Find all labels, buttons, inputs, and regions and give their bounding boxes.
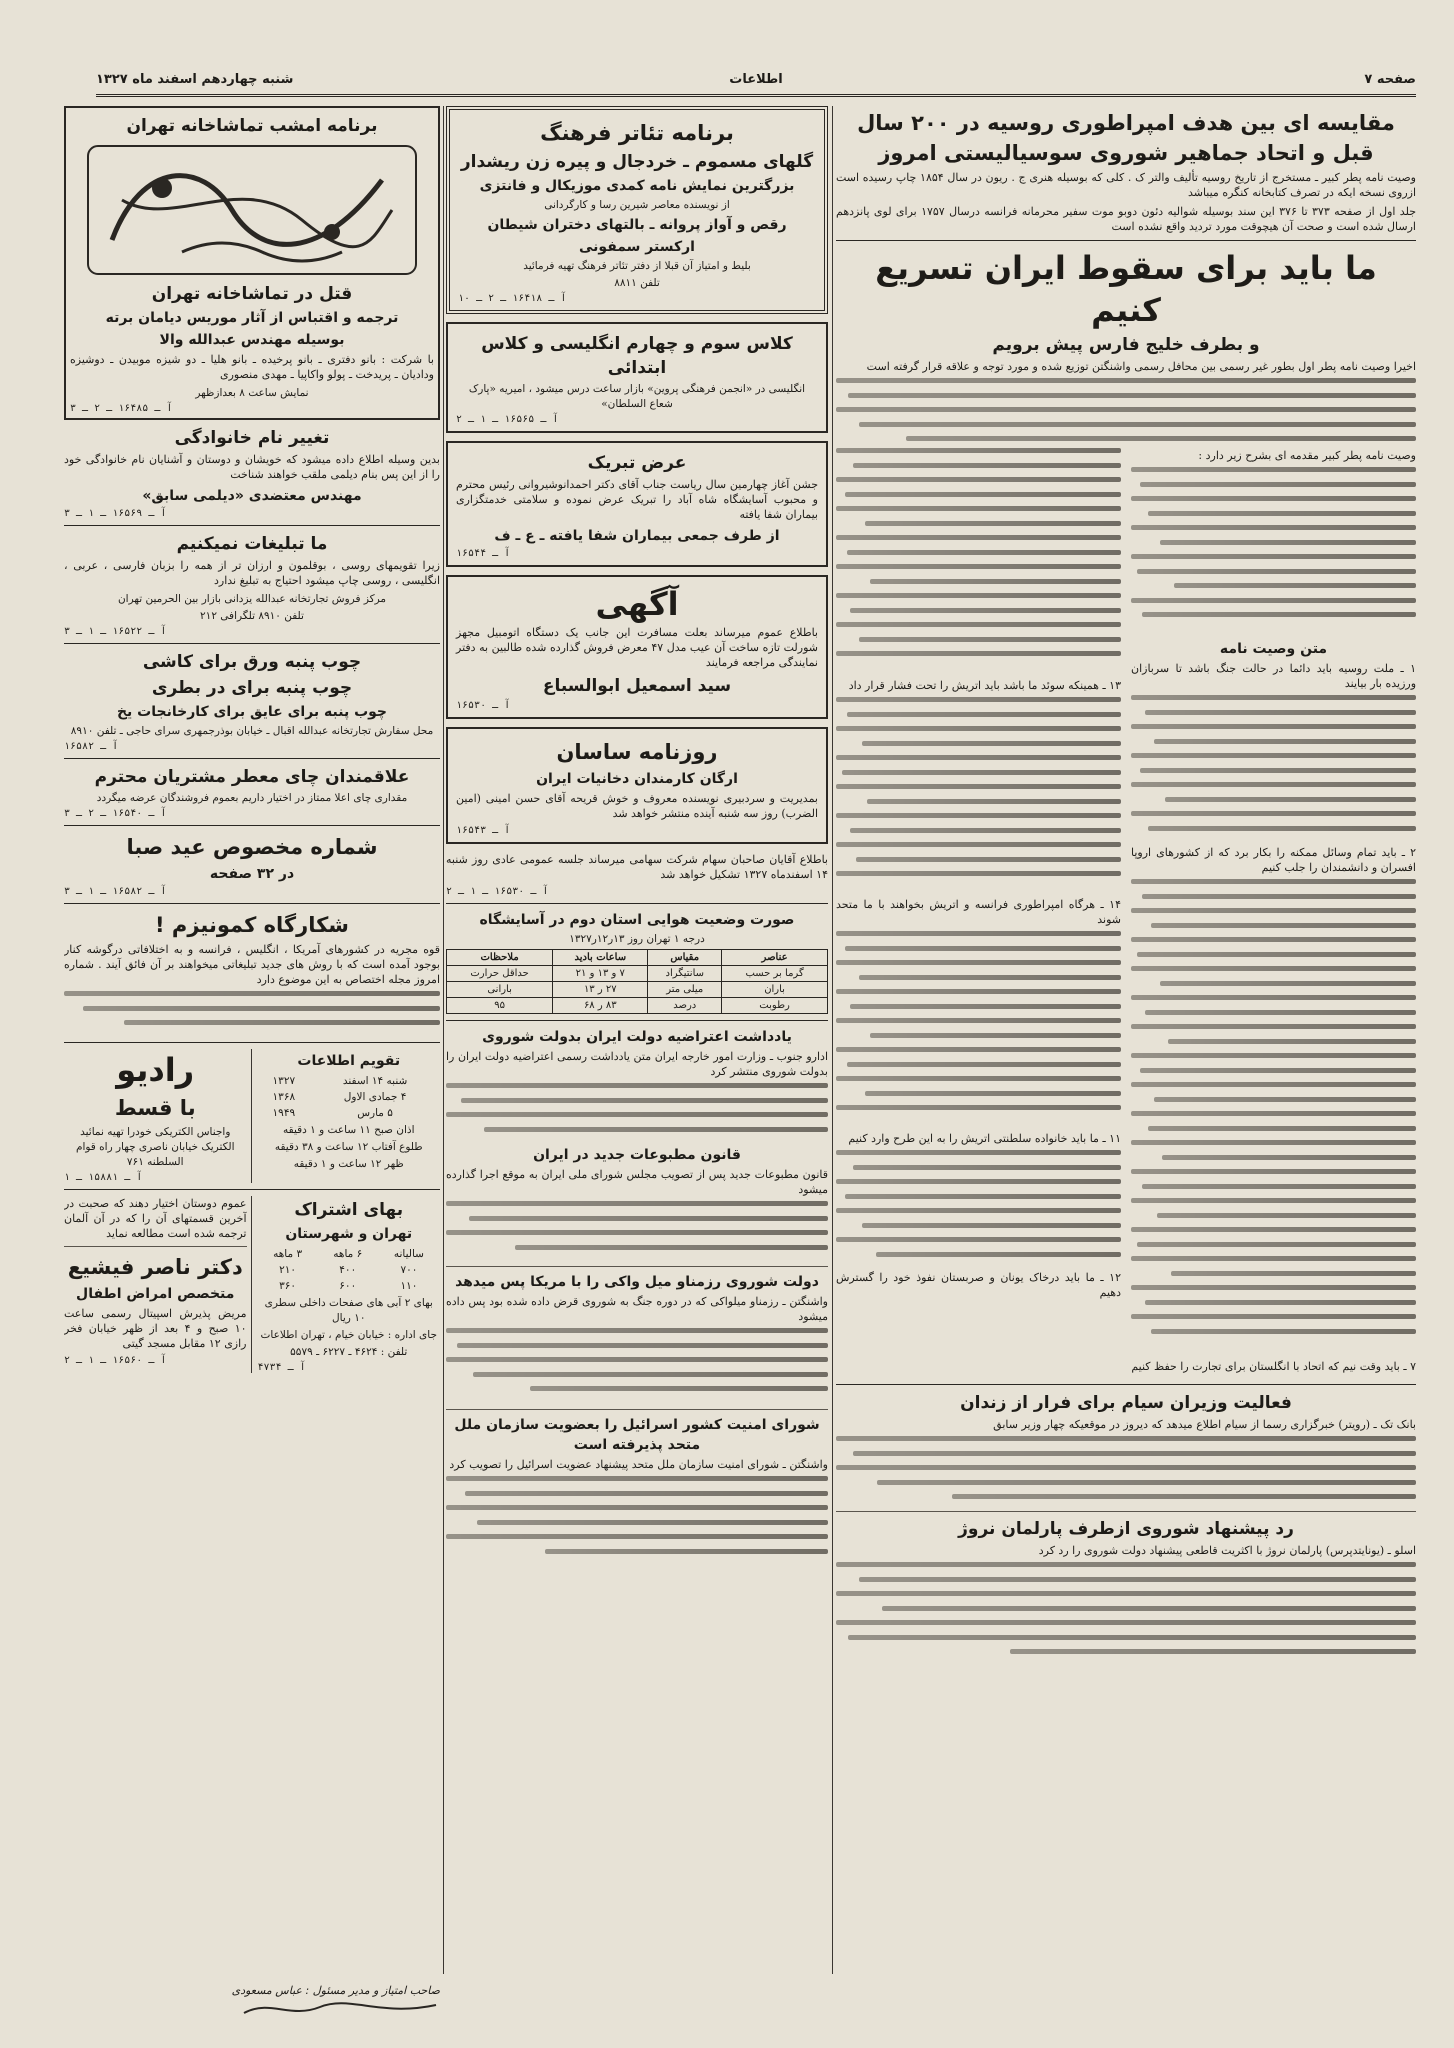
subs-doctor-row [64, 1196, 440, 1373]
article-lead: اسلو ـ (یونایتدپرس) پارلمان نروژ با اکثریت قاطعی پیشنهاد دولت شوروی را رد کرد [1038, 1544, 1416, 1557]
paragraph: ۱۴ ـ هرگاه امپراطوری فرانسه و اتریش بخواهند با ما متحد شوند [836, 898, 1121, 926]
article-text [1131, 879, 1416, 1359]
ad-subtitle: با قسط [114, 1096, 196, 1120]
ad-radio [64, 1049, 252, 1183]
article-text [446, 1476, 828, 1566]
table-cell: ۷۰۰ [400, 1264, 418, 1276]
ad-sasan-newspaper [446, 727, 828, 844]
paragraph: ۱۱ ـ ما باید خانواده سلطنتی اتریش را به این طرح وارد کنیم [848, 1132, 1121, 1145]
ad-line: چوب پنبه برای عایق برای کارخانجات یخ [116, 704, 388, 720]
table-cell: ۶۰۰ [339, 1280, 357, 1292]
ad-note: نمایش ساعت ۸ بعدازظهر [195, 387, 309, 399]
article-text [836, 1436, 1416, 1506]
table-row [258, 1262, 441, 1278]
table-cell: گرما بر حسب [722, 966, 828, 982]
paragraph: ۱ ـ ملت روسیه باید دائما در حالت جنگ باشد تا سربازان ورزیده بار بیایند [1131, 662, 1416, 690]
paragraph: ۲ ـ باید تمام وسائل ممکنه را بکار برد که از کشورهای اروپا افسران و دانشمندان را جلب کنیم [1131, 846, 1416, 874]
ad-bulletin: عموم دوستان اختیار دهند که صحبت در آخرین قسمتهای آن را که در آن آلمان ترجمه شده است مطالعه نماید [64, 1197, 247, 1240]
page-number: صفحه ۷ [1364, 72, 1416, 87]
article-column [836, 448, 1121, 1378]
ad-text: باطلاع عموم میرساند بعلت مسافرت این جانب یک دستگاه اتومبیل مجهز شورلت تازه ساخت آن عیب مدل ۴۷ معرض فروش گذارده شده طالبین به دفتر نمایندگی مراجعه فرمایند [456, 626, 818, 669]
ad-phone: تلفن ۸۸۱۱ [614, 277, 660, 289]
article-subhead: متن وصیت نامه [1219, 641, 1328, 657]
headline: ما باید برای سقوط ایران تسریع کنیم [875, 249, 1377, 329]
table-header: عناصر [722, 950, 828, 966]
article-lead: قانون مطبوعات جدید پس از تصویب مجلس شورای ملی ایران به موقع اجرا گذارده میشود [446, 1168, 828, 1196]
ad-text: محل سفارش تجارتخانه عبدالله اقبال ـ خیابان بوذرجمهری سرای حاجی ـ تلفن ۸۹۱۰ [70, 725, 434, 737]
table-cell: ۸۳ ر ۶۸ [553, 998, 648, 1014]
ad-title: تغییر نام خانوادگی [174, 428, 330, 448]
ad-english-class [446, 322, 828, 433]
article-text [836, 378, 1416, 448]
divider [446, 1020, 828, 1021]
table-cell: باران [722, 982, 828, 998]
signature-mark [240, 1997, 440, 2021]
divider [64, 758, 440, 759]
table-cell: ۴ جمادی الاول [343, 1091, 407, 1103]
divider [836, 1511, 1416, 1512]
weather-table [446, 949, 828, 1014]
ad-text: باطلاع آقایان صاحبان سهام شرکت سهامی میرساند جلسه عمومی عادی روز شنبه ۱۴ اسفندماه ۱۳۲۷ تشکیل خواهد شد [446, 853, 828, 881]
table-row [258, 1089, 441, 1105]
subs-note: بهای ۲ آبی های صفحات داخلی سطری ۱۰ ریال [264, 1297, 433, 1324]
table-cell: ۴۰۰ [339, 1264, 357, 1276]
headline: فعالیت وزیران سیام برای فرار از زندان [960, 1393, 1292, 1413]
article-lead: ادارو جنوب ـ وزارت امور خارجه ایران متن یادداشت رسمی اعتراضیه دولت ایران را بدولت شوروی منتشر کرد [446, 1050, 828, 1078]
calendar-table [258, 1073, 441, 1121]
ad-text: بدین وسیله اطلاع داده میشود که خویشان و دوستان و آشنایان نام خانوادگی خود را از این پس بنام دیلمی ملقب خواهند شناخت [64, 453, 440, 481]
ad-code: آ ـ ۱۶۵۸۲ ـ ۱ ـ ۳ [64, 886, 167, 897]
table-cell: میلی متر [648, 982, 722, 998]
ad-code: آ ـ ۱۶۵۴۴ [456, 548, 511, 559]
table-cell: ۱۳۶۸ [272, 1091, 296, 1103]
calendar-sunrise: طلوع آفتاب ۱۲ ساعت و ۳۸ دقیقه [274, 1141, 423, 1153]
masthead [96, 70, 1416, 97]
article-lead: اخیرا وصیت نامه پطر اول بطور غیر رسمی بین محافل رسمی واشنگتن توزیع شده و مورد توجه و علاقه قرار گرفته است [866, 360, 1416, 373]
article-text [446, 1083, 828, 1143]
article-text [836, 448, 1121, 678]
ad-subtitle: در ۳۲ صفحه [209, 866, 295, 882]
paragraph: ۱۲ ـ ما باید درخاک یونان و صربستان نفوذ خود را گسترش دهیم [836, 1271, 1121, 1299]
table-cell: درصد [648, 998, 722, 1014]
weather-subtitle: درجه ۱ تهران روز ۱۳ر۱۲ر۱۳۲۷ [569, 933, 705, 945]
ad-shop: مرکز فروش تجارتخانه عبدالله یزدانی بازار بین الحرمین تهران [117, 593, 387, 605]
divider [836, 240, 1416, 241]
table-header: ۶ ماهه [333, 1248, 363, 1260]
ad-text: واجناس الکتریکی خودرا تهیه نمائید الکتریک خیابان ناصری چهار راه قوام السلطنه ۷۶۱ [75, 1126, 235, 1168]
table-cell: ۱۱۰ [400, 1280, 418, 1292]
ad-code: آ ـ ۱۶۵۶۹ ـ ۱ ـ ۳ [64, 508, 167, 519]
article-warship [446, 1272, 828, 1404]
table-cell: ۵ مارس [357, 1107, 393, 1119]
calendar-azan: اذان صبح ۱۱ ساعت و ۱ دقیقه [283, 1124, 415, 1136]
ad-subtitle: ارگان کارمندان دخانیات ایران [536, 771, 738, 787]
ad-code: آ ـ ۱۶۵۶۰ ـ ۱ ـ ۲ [64, 1355, 167, 1366]
article-column [1131, 448, 1416, 1378]
ad-code: آ ـ ۱۶۵۳۰ ـ ۱ ـ ۲ [446, 886, 549, 897]
ad-signature: مهندس معتضدی «دیلمی سابق» [142, 488, 362, 504]
headline: قانون مطبوعات جدید در ایران [533, 1147, 741, 1163]
ad-title: شکارگاه کمونیزم ! [155, 913, 349, 937]
weather-report [446, 910, 828, 1014]
article-text [836, 931, 1121, 1131]
subs-address: جای اداره : خیابان خیام ، تهران اطلاعات [260, 1329, 437, 1341]
ad-code: آ ـ ۱۵۸۸۱ ـ ۱ [64, 1172, 143, 1183]
ad-signature: از طرف جمعی بیماران شفا یافته ـ ع ـ ف [494, 528, 780, 544]
ad-cork [64, 650, 440, 752]
ad-code: آ ـ ۱۶۴۸۵ ـ ۲ ـ ۳ [70, 403, 173, 414]
article-norway [836, 1517, 1416, 1672]
calendar-box [258, 1049, 441, 1183]
ad-title: برنامه امشب تماشاخانه تهران [126, 116, 378, 136]
ad-title: روزنامه ساسان [556, 740, 718, 764]
ad-tea [64, 765, 440, 819]
table-cell: رطوبت [722, 998, 828, 1014]
ad-tehran-theatre [64, 106, 440, 420]
ad-title: برنامه تئاتر فرهنگ [540, 121, 734, 145]
ad-code: آ ـ ۱۶۵۴۳ [456, 825, 511, 836]
ad-eid-issue [64, 832, 440, 897]
ad-play: گلهای مسموم ـ خردجال و پیره زن ریشدار [460, 152, 814, 172]
article-russia-comparison [836, 108, 1416, 234]
article-subhead: وصیت نامه پطر کبیر مقدمه ای بشرح زیر دارد : [1198, 449, 1416, 462]
table-cell: ۷ و ۱۳ و ۲۱ [553, 966, 648, 982]
table-cell: ۲۱۰ [279, 1264, 297, 1276]
divider [446, 1409, 828, 1410]
table-row [258, 1073, 441, 1089]
table-cell: شنبه ۱۴ اسفند [342, 1075, 408, 1087]
divider [64, 1246, 247, 1247]
ad-text: مریض پذیرش اسپیتال رسمی ساعت ۱۰ صبح و ۴ بعد از ظهر خیابان فخر رازی ۱۲ مقابل مسجد گیتی [64, 1307, 247, 1350]
ad-title: دکتر ناصر فیشیع [67, 1255, 243, 1279]
ad-line: چوب پنبه ورق برای کاشی [142, 652, 362, 672]
ad-signature: سید اسمعیل ابوالسباع [542, 676, 732, 696]
table-header: ملاحظات [447, 950, 553, 966]
divider [446, 1266, 828, 1267]
table-row [447, 998, 828, 1014]
article-text [446, 1201, 828, 1261]
ad-title: آگهی [595, 585, 679, 623]
article-text [836, 1150, 1121, 1270]
ad-text: قوه مجریه در کشورهای آمریکا ، انگلیس ، فرانسه و به اختلافاتی درگوشه کنار بوجود آمده است که با روش های جدید تبلیغاتی میخواهند بر آن فائق آیند . شماره امروز مجله اختصاص به این موضوع دارد [64, 943, 440, 986]
table-header: ساعات بادید [553, 950, 648, 966]
headline: دولت شوروی رزمناو میل واکی را با مریکا پس میدهد [455, 1274, 819, 1290]
ad-line: ارکستر سمفونی [579, 239, 695, 255]
theatre-logo [82, 140, 422, 280]
table-cell: بارانی [447, 982, 553, 998]
right-column [836, 106, 1416, 1974]
article-press-law [446, 1145, 828, 1261]
ad-shareholders [446, 852, 828, 897]
divider [836, 1384, 1416, 1385]
ad-line: بزرگترین نمایش نامه کمدی موزیکال و فانتزی [479, 178, 795, 194]
column-rule [832, 106, 833, 1974]
ad-name-change [64, 426, 440, 519]
ad-line: بلیط و امتیاز آن قبلا از دفتر تئاتر فرهنگ تهیه فرمائید [523, 260, 751, 272]
divider [64, 525, 440, 526]
divider [64, 643, 440, 644]
subs-phone: تلفن : ۴۶۲۴ ـ ۶۲۲۷ ـ ۵۵۷۹ [290, 1346, 408, 1358]
article-intro: وصیت نامه پطر کبیر ـ مستخرج از تاریخ روسیه تألیف والتر ک . کلی که بوسیله هنری ج . ریون در سال ۱۸۵۴ چاپ رسیده است ازروی نسخه ایکه در تصرف کتابخانه کنگره میباشد [836, 171, 1416, 199]
article-protest-note [446, 1027, 828, 1143]
ad-title: علاقمندان چای معطر مشتریان محترم [94, 767, 410, 787]
ad-text: بمدیریت و سردبیری نویسنده معروف و خوش قریحه آقای حسن امینی (امین الضرب) روز سه شنبه آینده منتشر خواهد شد [456, 792, 818, 820]
article-siam [836, 1391, 1416, 1506]
headline: رد پیشنهاد شوروی ازطرف پارلمان نروژ [958, 1519, 1294, 1539]
ad-communism [64, 910, 440, 1036]
table-cell: سانتیگراد [648, 966, 722, 982]
article-lead: واشنگتن ـ رزمناو میلواکی که در دوره جنگ به شوروی قرض داده شده بود پس داده میشود [446, 1295, 828, 1323]
ad-text: انگلیسی در «انجمن فرهنگی پروین» بازار ساعت درس میشود ، امیریه «پارک شعاع السلطان» [468, 383, 806, 410]
ad-cast: با شرکت : بانو دفتری ـ بانو پرخیده ـ بانو هلیا ـ دو شیزه موبیدن ـ دوشیزه ودادیان ـ پریدخت ـ پولو واکاپیا ـ مهدی منصوری [70, 353, 434, 381]
subscription-box [258, 1196, 441, 1373]
subs-title: بهای اشتراک [294, 1200, 404, 1220]
table-cell: حداقل حرارت [447, 966, 553, 982]
article-text [64, 991, 440, 1036]
ad-code: آ ـ ۱۶۴۱۸ ـ ۲ ـ ۱۰ [458, 293, 567, 304]
ad-code: آ ـ ۱۶۵۳۰ [456, 700, 511, 711]
article-text [1131, 695, 1416, 845]
ad-code: آ ـ ۱۶۵۴۰ ـ ۲ ـ ۳ [64, 808, 167, 819]
article-note: جلد اول از صفحه ۳۷۳ تا ۳۷۶ این سند بوسیله شوالیه دئون دوبو موت سفیر محرمانه فرانسه درسال ۱۷۵۷ برای لوی پانزدهم ارسال شده است و صحت آن هیچوقت مورد تردید واقع نشده است [836, 205, 1416, 233]
table-header-row [258, 1246, 441, 1262]
ad-title: شماره مخصوص عید صبا [126, 835, 378, 859]
ad-credit: ترجمه و اقتباس از آثار موریس دیامان برته [105, 310, 399, 326]
ad-phone: تلفن ۸۹۱۰ تلگرافی ۲۱۲ [200, 610, 304, 622]
article-text [446, 1328, 828, 1404]
table-header: مقیاس [648, 950, 722, 966]
calendar-title: تقویم اطلاعات [297, 1053, 401, 1069]
table-cell: ۱۹۴۹ [272, 1107, 296, 1119]
subhead: و بطرف خلیج فارس پیش برویم [992, 335, 1260, 355]
ad-congratulations [446, 441, 828, 567]
table-row [447, 982, 828, 998]
table-header: سالیانه [393, 1248, 424, 1260]
weather-title: صورت وضعیت هوایی استان دوم در آسایشگاه [479, 912, 795, 928]
article-lead: بانک تک ـ (رویتر) خبرگزاری رسما از سیام اطلاع میدهد که دیروز در موقعیکه چهار وزیر سابق [993, 1418, 1416, 1431]
table-cell: ۳۶۰ [279, 1280, 297, 1292]
ad-code: آ ـ ۱۶۵۸۲ [64, 741, 119, 752]
ad-theatre-farhang [446, 106, 828, 314]
table-row [447, 966, 828, 982]
publisher-footer [64, 1984, 440, 2030]
left-column [64, 106, 440, 1974]
ad-code: آ ـ ۱۶۵۶۵ ـ ۱ ـ ۲ [456, 414, 559, 425]
table-header-row [447, 950, 828, 966]
headline: شورای امنیت کشور اسرائیل را بعضویت سازمان ملل متحد پذیرفته است [454, 1417, 820, 1453]
table-cell: ۹۵ [447, 998, 553, 1014]
calendar-radio-row [64, 1049, 440, 1183]
logo-caption: قتل در تماشاخانه تهران [151, 284, 353, 304]
publisher-signature: صاحب امتیاز و مدیر مسئول : عباس مسعودی [231, 1984, 440, 1997]
paragraph: ۱۳ ـ همینکه سوئد ما باشد باید اتریش را تحت فشار قرار داد [848, 679, 1121, 692]
divider [64, 825, 440, 826]
ad-title: رادیو [116, 1051, 195, 1089]
paper-name: اطلاعات [729, 72, 783, 87]
ad-text: زیرا تقویمهای روسی ، بوقلمون و ارزان تر از همه را بزبان فارسی ، عربی ، انگلیسی ، روسی چاپ میشود احتیاج به تبلیغ ندارد [64, 559, 440, 587]
paragraph: ۷ ـ باید وقت نیم که اتحاد با انگلستان برای تجارت را حفظ کنیم [1131, 1360, 1416, 1373]
column-rule [443, 106, 444, 1974]
ad-title: کلاس سوم و چهارم انگلیسی و کلاس ابتدائی [481, 334, 793, 378]
article-iran-fall [836, 247, 1416, 1378]
ad-text: مقداری چای اعلا ممتاز در اختیار داریم بعموم فروشندگان عرضه میگردد [96, 792, 408, 804]
divider [446, 903, 828, 904]
ad-subtitle: متخصص امراض اطفال [76, 1286, 235, 1302]
divider [64, 1189, 440, 1190]
subs-table [258, 1246, 441, 1294]
ad-code: آ ـ ۱۶۵۲۲ ـ ۱ ـ ۳ [64, 626, 167, 637]
ad-text: جشن آغاز چهارمین سال ریاست جناب آقای دکتر احمدانوشیروانی رئیس محترم و محبوب آسایشگاه شاه آباد را تبریک عرض نموده و سلامتی خدمتگزاری بیماران شفا یافته [456, 478, 818, 521]
divider [64, 1042, 440, 1043]
table-cell: ۱۳۲۷ [272, 1075, 296, 1087]
article-israel [446, 1415, 828, 1566]
subs-region: تهران و شهرستان [285, 1226, 413, 1242]
calendar-noon: ظهر ۱۲ ساعت و ۱ دقیقه [293, 1158, 404, 1170]
divider [64, 903, 440, 904]
ad-notice [446, 575, 828, 719]
article-columns [836, 448, 1416, 1378]
headline: مقایسه ای بین هدف امپراطوری روسیه در ۲۰۰ سال قبل و اتحاد جماهیر شوروی سوسیالیستی امروز [857, 111, 1395, 165]
table-row [258, 1278, 441, 1294]
ad-line: رقص و آواز پروانه ـ بالتهای دختران شیطان [487, 217, 787, 233]
table-cell: ۲۷ ر ۱۳ [553, 982, 648, 998]
ad-calendars [64, 532, 440, 637]
table-row [258, 1105, 441, 1121]
ad-doctor-column [64, 1196, 252, 1373]
article-text [836, 1562, 1416, 1672]
ad-credit: بوسیله مهندس عبدالله والا [159, 332, 345, 348]
article-text [836, 697, 1121, 897]
article-text [1131, 467, 1416, 637]
ad-code: آ ـ ۴۷۳۴ [257, 1362, 306, 1373]
ad-line: چوب پنبه برای در بطری [151, 678, 353, 698]
issue-date: شنبه چهاردهم اسفند ماه ۱۳۲۷ [96, 72, 294, 87]
headline: یادداشت اعتراضیه دولت ایران بدولت شوروی [482, 1029, 792, 1045]
ad-line: از نویسنده معاصر شیرین رسا و کارگردانی [544, 199, 730, 211]
ad-title: عرض تبریک [587, 453, 687, 473]
table-header: ۳ ماهه [273, 1248, 303, 1260]
ad-title: ما تبلیغات نمیکنیم [176, 534, 328, 554]
middle-column [446, 106, 828, 1974]
article-lead: واشنگتن ـ شورای امنیت سازمان ملل متحد پیشنهاد عضویت اسرائیل را تصویب کرد [449, 1458, 828, 1471]
